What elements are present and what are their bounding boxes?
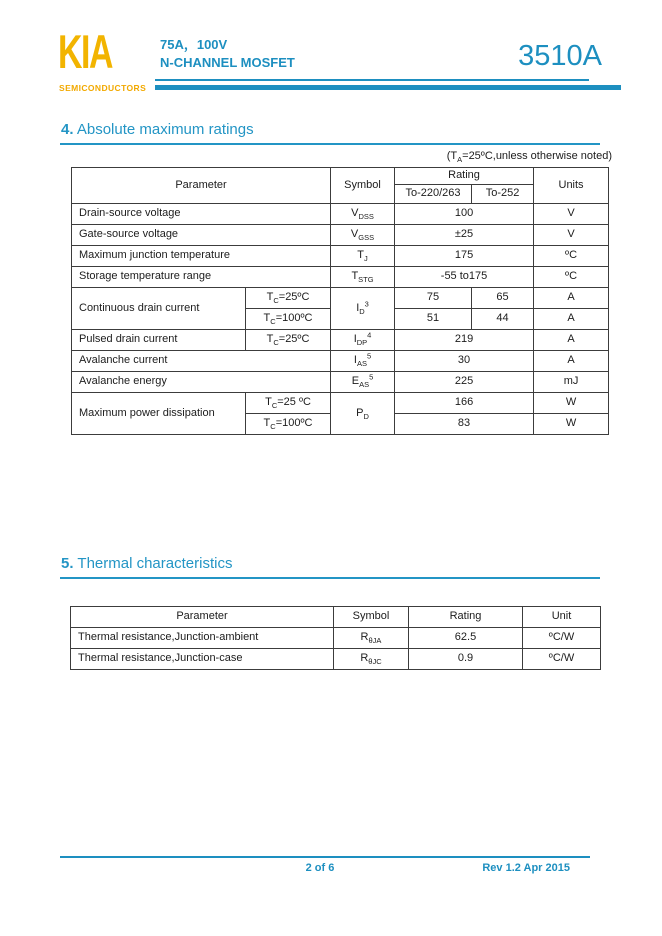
condition-cell [246,309,331,330]
cond-rest: =100ºC [275,417,313,430]
revision-label: Rev 1.2 Apr 2015 [482,862,570,874]
header-units: Units [534,168,609,204]
rating-cell-to252: 65 [472,288,534,309]
symbol-base: E [351,375,360,388]
param-cell: Avalanche energy [72,372,331,393]
symbol-sub: J [364,254,368,264]
symbol-cell [334,628,409,649]
symbol-base: T [351,270,359,283]
symbol-cell [334,649,409,670]
table-header-row [71,607,601,628]
header-rating: Rating [409,607,523,628]
symbol-base: V [351,207,359,220]
condition-cell [246,330,331,351]
section-4-number: 4. [61,121,74,138]
header-parameter: Parameter [72,168,331,204]
rating-cell-to220: 75 [395,288,472,309]
note-sub: A [457,155,463,165]
symbol-sub: D [363,411,369,421]
symbol-cell [331,246,395,267]
row-avalanche-current [72,351,609,372]
rating-cell: 30 [395,351,534,372]
symbol-sub: AS [356,359,367,369]
unit-cell: ºC [534,267,609,288]
device-spec-line2: N-CHANNEL MOSFET [160,55,295,70]
symbol-base: T [357,249,364,262]
param-cell: Maximum power dissipation [72,393,246,435]
symbol-cell [331,351,395,372]
row-drain-source-voltage [72,204,609,225]
rating-cell: 219 [395,330,534,351]
symbol-cell [331,204,395,225]
symbol-sub: D [359,306,365,316]
row-avalanche-energy [72,372,609,393]
table-header-row [72,168,609,185]
header-rule-thick [155,85,621,90]
row-thermal-resistance-junction-ambient [71,628,601,649]
param-cell: Drain-source voltage [72,204,331,225]
symbol-base: I [356,301,360,314]
unit-cell: A [534,309,609,330]
unit-cell: W [534,393,609,414]
unit-cell: ºC/W [523,628,601,649]
header-package-to252: To-252 [472,185,534,204]
rating-cell: 100 [395,204,534,225]
header-symbol: Symbol [331,168,395,204]
unit-cell: mJ [534,372,609,393]
unit-cell: W [534,414,609,435]
cond-base: T [263,417,271,430]
note-pre: (T [446,150,458,162]
kia-logo: KIA [58,25,112,78]
section-5-number: 5. [61,555,74,572]
symbol-cell [331,225,395,246]
thermal-characteristics-table [70,606,601,670]
rating-cell: 166 [395,393,534,414]
symbol-sub: AS [359,380,370,390]
section-5-underline [60,577,600,579]
param-cell: Thermal resistance,Junction-case [71,649,334,670]
unit-cell: A [534,351,609,372]
unit-cell: ºC/W [523,649,601,670]
symbol-note-ref: 3 [364,299,369,309]
param-cell: Storage temperature range [72,267,331,288]
symbol-cell [331,267,395,288]
symbol-cell [331,288,395,330]
cond-rest: =25ºC [278,291,310,304]
condition-cell [246,393,331,414]
rating-cell: 0.9 [409,649,523,670]
rating-cell: -55 to175 [395,267,534,288]
symbol-base: P [356,406,364,419]
section-4-text: Absolute maximum ratings [73,121,254,138]
symbol-base: R [360,631,369,644]
cond-base: T [266,333,274,346]
param-cell: Gate-source voltage [72,225,331,246]
symbol-cell [331,372,395,393]
part-number: 3510A [518,40,602,72]
row-storage-temperature [72,267,609,288]
unit-cell: A [534,330,609,351]
kia-logo-subtext: SEMICONDUCTORS [59,83,147,93]
symbol-sub: DSS [358,212,374,222]
rating-cell: ±25 [395,225,534,246]
unit-cell: ºC [534,246,609,267]
absolute-maximum-ratings-table [71,167,609,435]
device-spec-line1: 75A，100V [160,37,228,52]
symbol-sub: STG [358,275,374,285]
cond-base: T [263,312,271,325]
rating-cell: 225 [395,372,534,393]
note-post: =25ºC,unless otherwise noted) [462,150,612,162]
section-4-underline [60,143,600,145]
rating-cell-to220: 51 [395,309,472,330]
unit-cell: V [534,225,609,246]
unit-cell: A [534,288,609,309]
symbol-sub: DP [356,338,368,348]
condition-cell [246,414,331,435]
symbol-sub: θJA [368,636,382,646]
symbol-base: I [353,354,357,367]
section-5-title [61,555,232,572]
page-number: 2 of 6 [305,862,335,874]
cond-sub: C [273,296,279,306]
rating-cell: 62.5 [409,628,523,649]
condition-cell [246,288,331,309]
footer-rule [60,856,590,858]
header-parameter: Parameter [71,607,334,628]
symbol-note-ref: 5 [369,372,374,382]
symbol-base: I [353,333,357,346]
row-pulsed-drain-current [72,330,609,351]
row-max-power-dissipation-1 [72,393,609,414]
cond-base: T [266,291,274,304]
row-continuous-drain-current-1 [72,288,609,309]
symbol-note-ref: 4 [367,330,372,340]
rating-cell: 175 [395,246,534,267]
cond-rest: =25ºC [278,333,310,346]
param-cell: Continuous drain current [72,288,246,330]
symbol-sub: θJC [368,657,382,667]
row-max-junction-temperature [72,246,609,267]
cond-sub: C [273,338,279,348]
section-5-text: Thermal characteristics [73,555,233,572]
cond-rest: =25 ºC [277,396,311,409]
cond-sub: C [270,317,276,327]
cond-sub: C [270,422,276,432]
param-cell: Maximum junction temperature [72,246,331,267]
param-cell: Pulsed drain current [72,330,246,351]
unit-cell: V [534,204,609,225]
param-cell: Thermal resistance,Junction-ambient [71,628,334,649]
symbol-sub: GSS [358,233,375,243]
header-rating: Rating [395,168,534,185]
row-thermal-resistance-junction-case [71,649,601,670]
header-symbol: Symbol [334,607,409,628]
symbol-base: V [350,228,359,241]
header-package-to220: To-220/263 [395,185,472,204]
cond-rest: =100ºC [275,312,313,325]
param-cell: Avalanche current [72,351,331,372]
cond-sub: C [271,401,278,411]
header-rule-thin [155,79,589,81]
section-4-title [61,121,254,138]
conditions-note [446,150,612,165]
symbol-note-ref: 5 [366,351,372,361]
header-unit: Unit [523,607,601,628]
symbol-cell [331,393,395,435]
symbol-cell [331,330,395,351]
rating-cell: 83 [395,414,534,435]
row-gate-source-voltage [72,225,609,246]
cond-base: T [265,396,272,409]
rating-cell-to252: 44 [472,309,534,330]
symbol-base: R [360,652,369,665]
